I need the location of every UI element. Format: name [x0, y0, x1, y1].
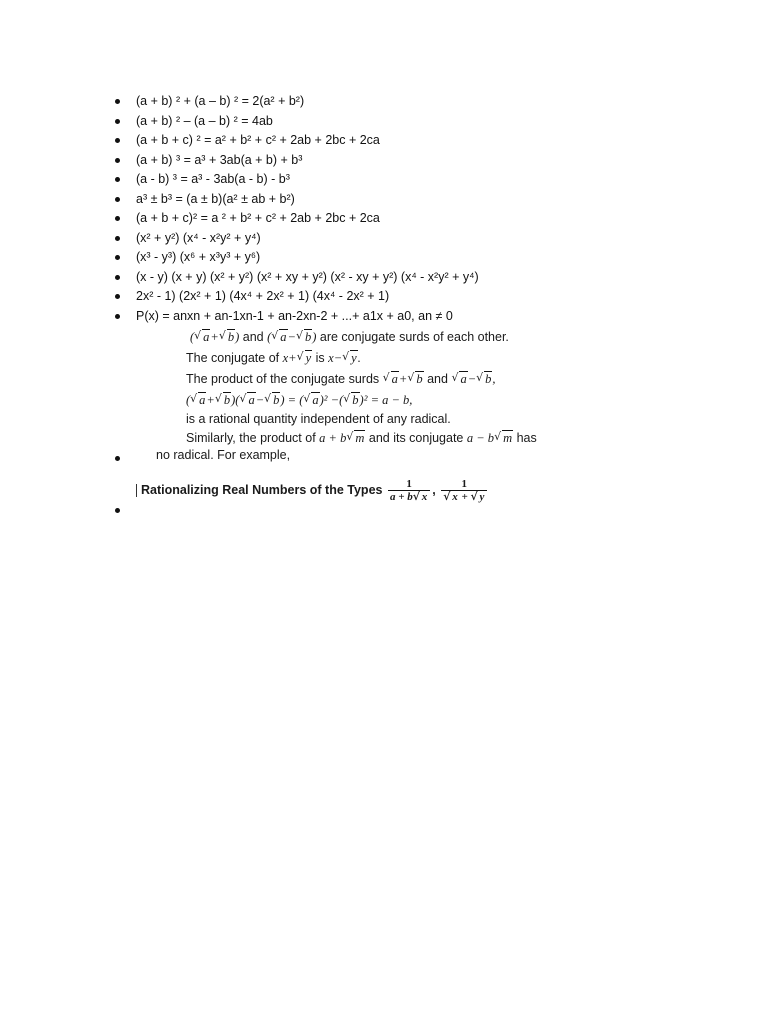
surds-line-7: no radical. For example, — [156, 448, 291, 462]
identity-text: (x - y) (x + y) (x² + y²) (x² + xy + y²) (x² - xy + y²) (x⁴ - x²y² + y⁴) — [136, 269, 479, 284]
cropped-edge-mark — [136, 484, 137, 497]
surds-line-1-tail: are conjugate surds of each other. — [319, 330, 509, 344]
fraction-2: 1 √ x + √ y — [441, 478, 487, 503]
list-bullet — [115, 456, 120, 461]
list-bullet — [115, 255, 120, 260]
list-bullet — [115, 138, 120, 143]
surds-line-1-and: and — [242, 330, 264, 344]
surds-line-1: (√ a+√ b) and (√ a−√ b) are conjugate surds of each other. — [190, 330, 509, 345]
list-item — [0, 209, 768, 229]
list-bullet — [115, 508, 120, 513]
list-item — [0, 229, 768, 249]
list-item — [0, 307, 768, 327]
identity-text: a³ ± b³ = (a ± b)(a² ± ab + b²) — [136, 191, 295, 206]
fraction-1: $\frac{1}{a + b√ x}$ — [388, 478, 430, 503]
list-bullet — [115, 197, 120, 202]
rationalizing-heading: Rationalizing Real Numbers of the Types — [141, 482, 383, 497]
list-item — [0, 170, 768, 190]
identity-text: (x³ - y³) (x⁶ + x³y³ + y⁶) — [136, 250, 261, 264]
rationalizing-heading-row: Rationalizing Real Numbers of the Types $\frac{1}{a + b√ x}$ , 1 √ x + √ y — [136, 478, 489, 503]
identity-text: (a + b) ² + (a – b) ² = 2(a² + b²) — [136, 94, 305, 108]
identity-list — [0, 92, 768, 326]
identity-text: P(x) = anxn + an-1xn-1 + an-2xn-2 + ...+ a1x + a0, an ≠ 0 — [136, 308, 453, 323]
list-item — [0, 92, 768, 112]
list-item — [0, 131, 768, 151]
list-item — [0, 268, 768, 288]
identity-text: (a + b) ³ = a³ + 3ab(a + b) + b³ — [136, 152, 303, 167]
list-bullet — [115, 177, 120, 182]
surds-line-3: The product of the conjugate surds √ a+√ b and √ a−√ b, — [186, 372, 496, 387]
list-item — [0, 190, 768, 210]
list-bullet — [115, 314, 120, 319]
list-bullet — [115, 119, 120, 124]
list-bullet — [115, 99, 120, 104]
surds-line-4-equation: (√ a+√ b)(√ a−√ b) = (√ a)² −(√ b)² = a − b, — [186, 393, 412, 408]
list-bullet — [115, 216, 120, 221]
list-item — [0, 112, 768, 132]
surds-line-2: The conjugate of x+√ y is x−√ y. — [186, 351, 361, 366]
surds-line-6: Similarly, the product of a + b√ m and its conjugate a − b√ m has — [186, 431, 537, 446]
list-bullet — [115, 294, 120, 299]
list-item — [0, 248, 768, 268]
list-item — [0, 287, 768, 307]
identity-text: 2x² - 1) (2x² + 1) (4x⁴ + 2x² + 1) (4x⁴ - 2x² + 1) — [136, 289, 390, 303]
list-bullet — [115, 236, 120, 241]
identity-text: (a + b + c) ² = a² + b² + c² + 2ab + 2bc + 2ca — [136, 133, 380, 147]
list-bullet — [115, 158, 120, 163]
identity-text: (x² + y²) (x⁴ - x²y² + y⁴) — [136, 230, 261, 245]
surds-line-5: is a rational quantity independent of any radical. — [186, 412, 451, 426]
identity-text: (a + b) ² – (a – b) ² = 4ab — [136, 113, 273, 128]
identity-text: (a + b + c)² = a ² + b² + c² + 2ab + 2bc + 2ca — [136, 211, 380, 225]
identity-text: (a - b) ³ = a³ - 3ab(a - b) - b³ — [136, 172, 290, 186]
list-item — [0, 151, 768, 171]
list-bullet — [115, 275, 120, 280]
conjugate-surds-excerpt — [0, 330, 768, 530]
